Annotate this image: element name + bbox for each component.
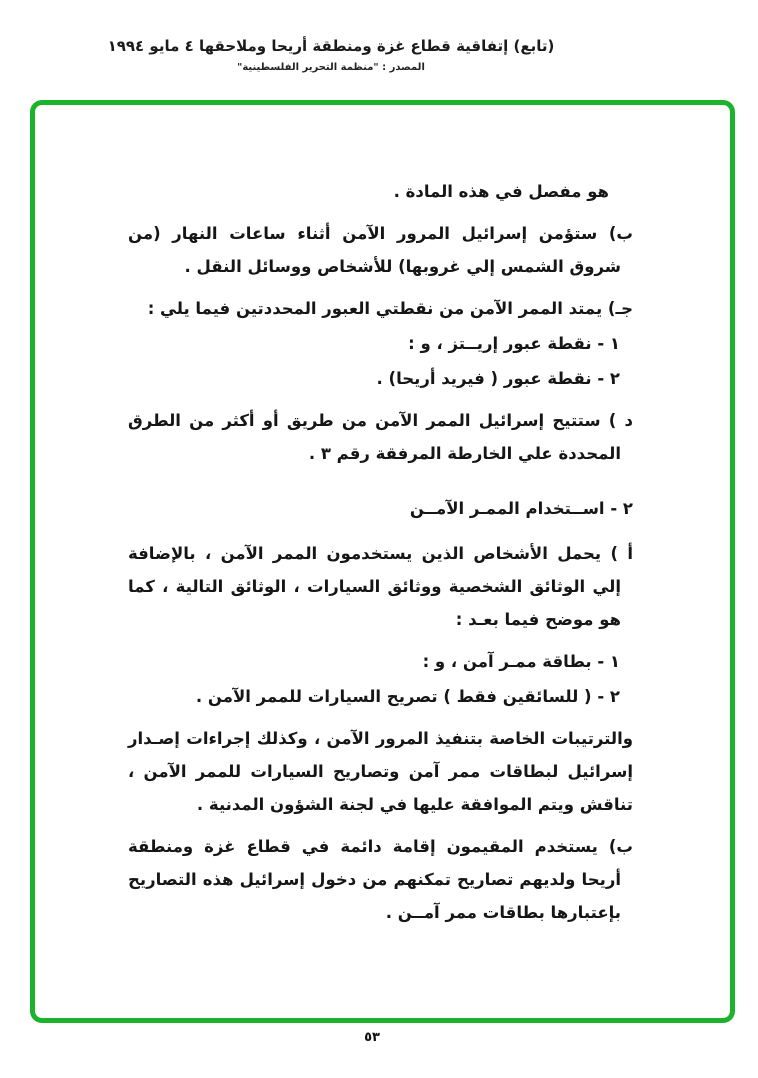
clause-a-required-documents: أ ) يحمل الأشخاص الذين يستخدمون الممر الآمن ، بالإضافة إلي الوثائق الشخصية ووثائق السيارات ، الوثائق التالية ، كما هو موضح فيما بعـد :	[128, 544, 633, 629]
crossing-point-item-1: ١ - نقطة عبور إريــتز ، و :	[408, 334, 620, 353]
clause-b-daytime-passage: ب) ستؤمن إسرائيل المرور الآمن أثناء ساعات النهار (من شروق الشمس إلي غروبها) للأشخاص ووسائل النقل .	[128, 224, 633, 276]
clause-j-crossing-points: جـ) يمتد الممر الآمن من نقطتي العبور المحددتين فيما يلي :	[147, 299, 633, 318]
document-item-2-vehicle-permit: ٢ - ( للسائقين فقط ) تصريح السيارات للممر الآمن .	[195, 687, 620, 706]
page-number: ٥٣	[364, 1030, 380, 1045]
clause-b-permanent-residents: ب) يستخدم المقيمون إقامة دائمة في قطاع غزة ومنطقة أريحا ولديهم تصاريح تمكنهم من دخول إسرائيل هذه التصاريح بإعتبارها بطاقات ممر آمــن .	[128, 837, 633, 922]
section-heading-use-of-safe-passage: ٢ - اســتخدام الممـر الآمــن	[409, 499, 633, 518]
page-header	[0, 36, 758, 75]
crossing-point-item-2: ٢ - نقطة عبور ( فيريد أريحا) .	[376, 369, 620, 388]
document-body	[128, 175, 633, 929]
document-item-1-safe-passage-card: ١ - بطاقة ممـر آمن ، و :	[422, 652, 620, 671]
green-border-frame	[30, 100, 735, 1023]
continuation-line: هو مفصل في هذه المادة .	[393, 182, 609, 201]
clause-d-designated-roads: د ) ستتيح إسرائيل الممر الآمن من طريق أو أكثر من الطرق المحددة علي الخارطة المرفقة رقم ٣ .	[128, 411, 633, 463]
document-source-line: المصدر : "منظمة التحرير الفلسطينية"	[237, 62, 425, 73]
document-title: (تابع) إتفاقية قطاع غزة ومنطقة أريحا وملاحقها ٤ مايو ١٩٩٤	[107, 37, 555, 55]
procedures-paragraph: والترتيبات الخاصة بتنفيذ المرور الآمن ، وكذلك إجراءات إصـدار إسرائيل لبطاقات ممر آمن وتصاريح السيارات للممر الآمن ، تناقش ويتم الموافقة عليها في لجنة الشؤون المدنية .	[128, 729, 633, 814]
